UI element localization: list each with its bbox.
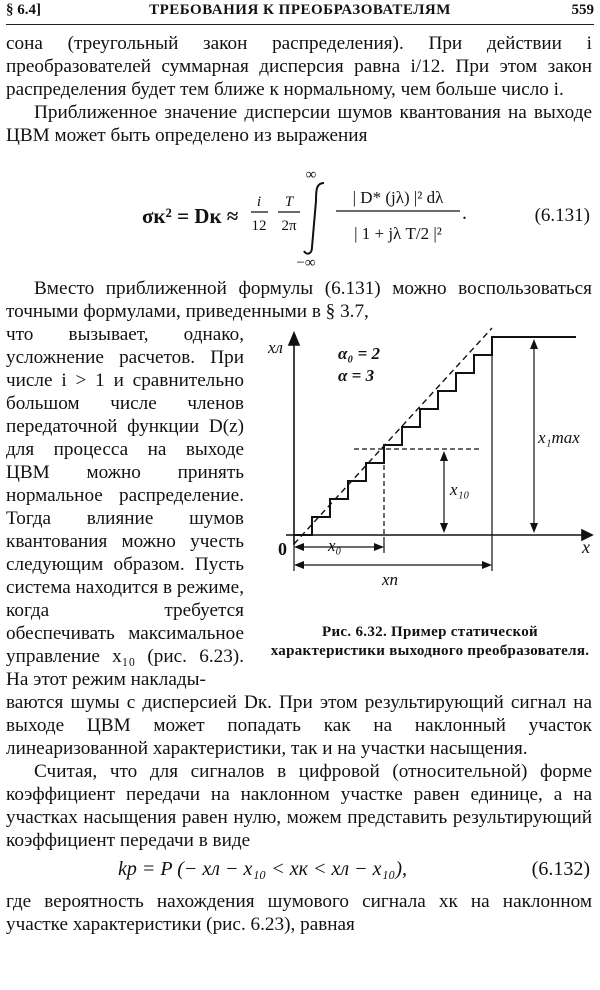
static-characteristic-plot bbox=[264, 323, 598, 613]
equation-6-132 bbox=[6, 854, 592, 888]
paragraph-5: Считая, что для сигналов в цифровой (относительной) форме коэффициент передачи на наклонном участке равен единице, а на участках насыщения равен нулю, можем представить результирующий коэффициент передачи в виде bbox=[6, 761, 592, 851]
paragraph-3: Вместо приближенной формулы (6.131) можно воспользоваться точными формулами, приведенными в § 3.7, bbox=[6, 278, 592, 322]
figure-caption: Рис. 6.32. Пример статической характеристики выходного преобразователя. bbox=[270, 624, 590, 659]
header-title: ТРЕБОВАНИЯ К ПРЕОБРАЗОВАТЕЛЯМ bbox=[149, 2, 451, 18]
x-axis-label: x bbox=[582, 537, 590, 557]
eq131-upper-limit: ∞ bbox=[305, 167, 317, 183]
x0-label: x₀ bbox=[328, 536, 342, 555]
equation-6-131-graphic bbox=[6, 151, 592, 271]
y-axis-arrow bbox=[289, 333, 299, 345]
eq131-2pi: 2π bbox=[281, 218, 297, 234]
eq131-number: (6.131) bbox=[534, 205, 590, 226]
wrap-section bbox=[6, 323, 592, 691]
origin-label: 0 bbox=[278, 539, 287, 559]
paragraph-4: ваются шумы с дисперсией Dк. При этом результирующий сигнал на выходе ЦВМ может попадать как на наклонный участок линеаризованной характеристики, так и на участки насыщения. bbox=[6, 692, 592, 759]
header-page-number: 559 bbox=[571, 2, 594, 18]
eq131-lower-limit: −∞ bbox=[296, 255, 316, 271]
header-rule bbox=[6, 24, 594, 25]
x10-label: x₁₀ bbox=[450, 480, 470, 499]
eq131-12: 12 bbox=[251, 218, 267, 234]
eq131-i: i bbox=[256, 194, 262, 210]
paragraph-2: Приближенное значение дисперсии шумов квантования на выходе ЦВМ может быть определено из выражения bbox=[6, 102, 592, 146]
param-alpha0: α₀ = 2 bbox=[338, 344, 381, 363]
y-axis-label: xл bbox=[268, 338, 283, 357]
eq132-body: kр = P (− xл − x₁₀ < xк < xл − x₁₀), bbox=[118, 858, 408, 880]
figure-6-32 bbox=[264, 323, 598, 661]
eq132-number: (6.132) bbox=[531, 858, 590, 880]
eq131-lhs: σк² = Dк ≈ bbox=[142, 204, 239, 228]
paragraph-6: где вероятность нахождения шумового сигнала xк на наклонном участке характеристики (рис. 6.23), равная bbox=[6, 891, 592, 935]
svg-text:.: . bbox=[462, 202, 467, 224]
paragraph-1: сона (треугольный закон распределения). При действии i преобразователей суммарная дисперсия равна i/12. При этом закон распределения будет тем ближе к нормальному, чем больше число i. bbox=[6, 33, 592, 100]
param-alpha: α = 3 bbox=[338, 366, 375, 385]
xn-label: xп bbox=[382, 570, 399, 589]
eq131-integrand-denominator: | 1 + jλ T/2 |² bbox=[354, 224, 442, 243]
linearized-characteristic bbox=[294, 328, 492, 544]
xmax-label: x₁max bbox=[538, 428, 580, 447]
running-header bbox=[6, 2, 594, 24]
eq131-integrand-numerator: | D* (jλ) |² dλ bbox=[352, 188, 444, 207]
page-body bbox=[6, 32, 592, 936]
paragraph-3-continued: что вызывает, однако, усложнение расчетов. При числе i > 1 и сравнительно большом числе членов передаточной функции D(z) для процесса на выходе ЦВМ можно принять нормальное распределение. Тогда влияние шумов квантования можно учесть следующим образом. Пусть система находится в режиме, когда требуется обеспечивать максимальное управление x₁₀ (рис. 6.23). На этот режим наклады- bbox=[6, 324, 244, 690]
eq131-T: T bbox=[284, 194, 294, 210]
integral-sign bbox=[304, 183, 324, 254]
equation-6-131 bbox=[6, 151, 592, 271]
header-section: § 6.4] bbox=[6, 2, 41, 18]
